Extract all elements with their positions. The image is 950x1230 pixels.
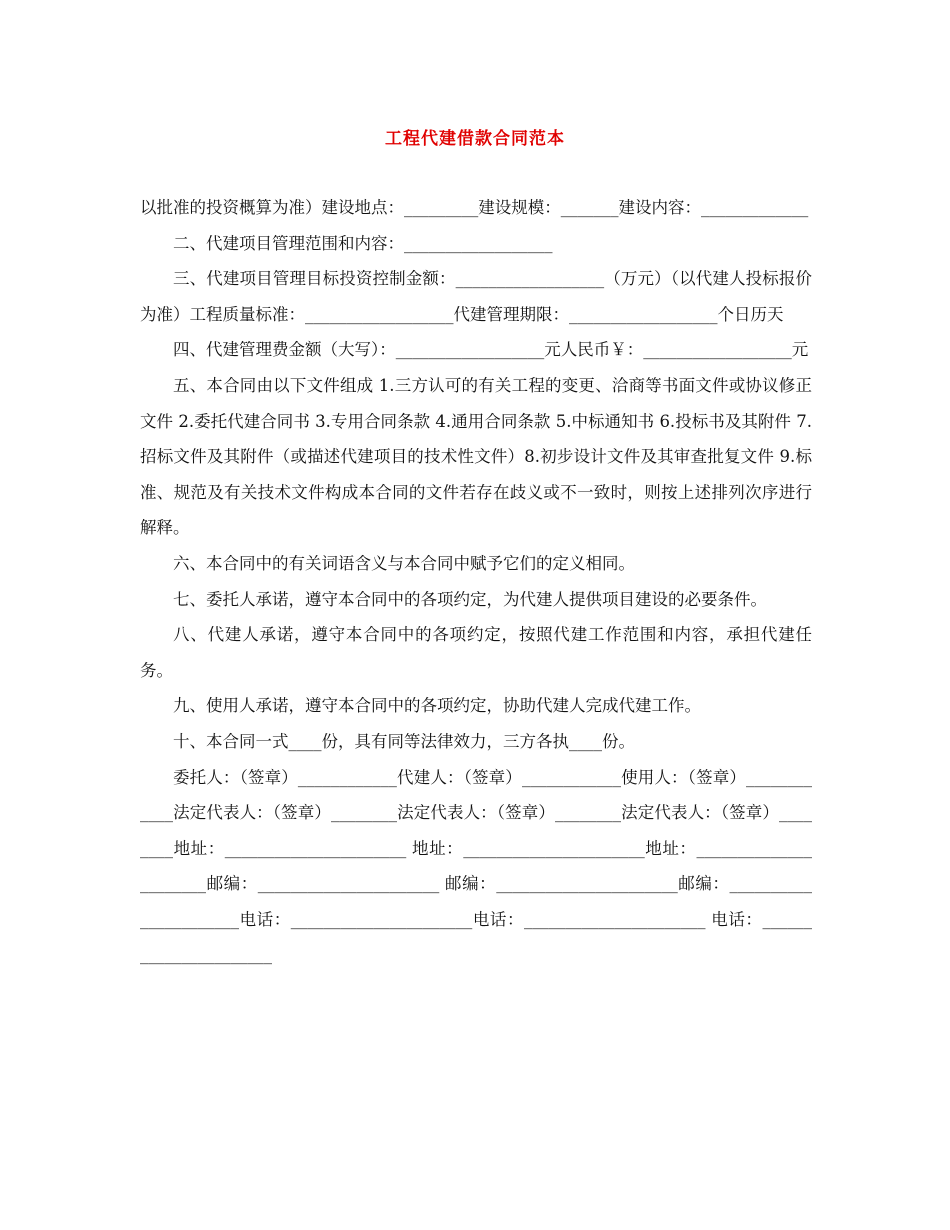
paragraph-2: 二、代建项目管理范围和内容：__________________ (173, 233, 553, 253)
paragraph-9: 九、使用人承诺，遵守本合同中的各项约定，协助代建人完成代建工作。 (173, 696, 701, 716)
paragraph-10: 十、本合同一式____份，具有同等法律效力，三方各执____份。 (173, 731, 635, 751)
paragraph-3: 三、代建项目管理目标投资控制金额：__________________（万元）（以代建人投标报价为准）工程质量标准：__________________代建管理期限：__________________个日历天 (140, 269, 812, 324)
signature-block: 委托人：（签章）____________代建人：（签章）____________使用人：（签章）____________法定代表人：（签章）________法定代表人：（签章）________法定代表人：（签章）________地址：______________________ 地址：______________________地址：______________________邮编：______________________ 邮编：______________________邮编：______________________电话：______________________电话：______________________ 电话：______________________ (140, 767, 812, 965)
paragraph-8: 八、代建人承诺，遵守本合同中的各项约定，按照代建工作范围和内容，承担代建任务。 (140, 625, 812, 680)
paragraph-1: 以批准的投资概算为准）建设地点：_________建设规模：_______建设内容：_____________ (140, 198, 809, 217)
paragraph-7: 七、委托人承诺，遵守本合同中的各项约定，为代建人提供项目建设的必要条件。 (173, 589, 767, 609)
paragraph-6: 六、本合同中的有关词语含义与本合同中赋予它们的定义相同。 (173, 553, 635, 573)
document-title: 工程代建借款合同范本 (385, 129, 565, 149)
paragraph-4: 四、代建管理费金额（大写）：__________________元人民币￥：__________________元 (173, 340, 809, 360)
paragraph-5: 五、本合同由以下文件组成 1.三方认可的有关工程的变更、洽商等书面文件或协议修正文件 2.委托代建合同书 3.专用合同条款 4.通用合同条款 5.中标通知书 6.投标书及其附件 7.招标文件及其附件（或描述代建项目的技术性文件）8.初步设计文件及其审查批复文件 9.标准、规范及有关技术文件构成本合同的文件若存在歧义或不一致时，则按上述排列次序进行解释。 (140, 375, 812, 538)
document-body (140, 190, 812, 973)
